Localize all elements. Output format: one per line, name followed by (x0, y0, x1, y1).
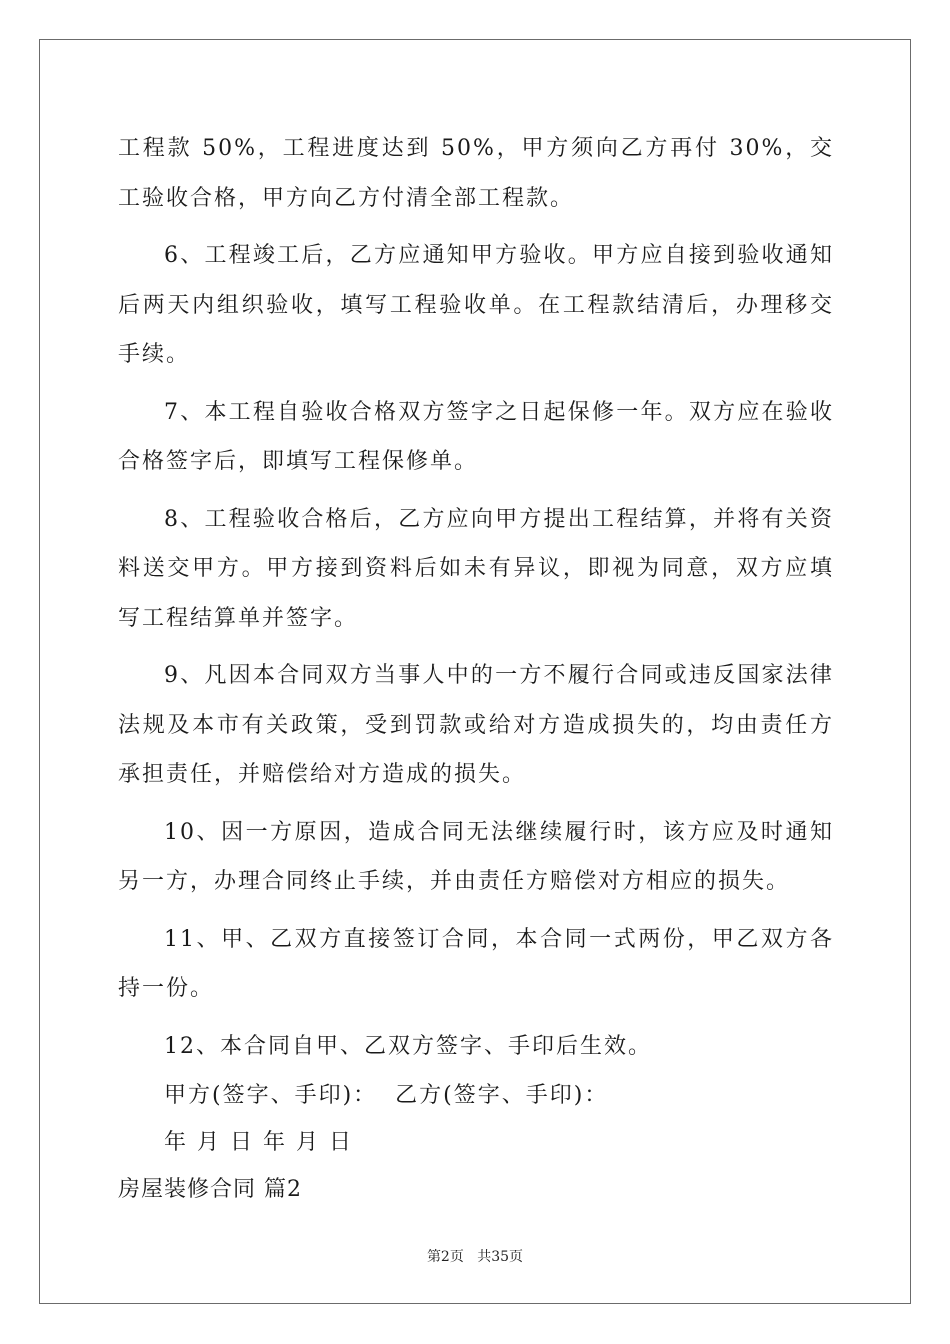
paragraph-payment-terms: 工程款 50%，工程进度达到 50%，甲方须向乙方再付 30%，交工验收合格，甲方向乙方付清全部工程款。 (118, 136, 834, 211)
document-body (118, 124, 834, 1214)
paragraph-clause-12: 12、本合同自甲、乙双方签字、手印后生效。 (164, 1033, 652, 1059)
paragraph-clause-7: 7、本工程自验收合格双方签字之日起保修一年。双方应在验收合格签字后，即填写工程保修单。 (118, 399, 834, 474)
paragraph-clause-8: 8、工程验收合格后，乙方应向甲方提出工程结算，并将有关资料送交甲方。甲方接到资料后如未有异议，即视为同意，双方应填写工程结算单并签字。 (118, 506, 834, 631)
paragraph-clause-10: 10、因一方原因，造成合同无法继续履行时，该方应及时通知另一方，办理合同终止手续，并由责任方赔偿对方相应的损失。 (118, 819, 834, 894)
paragraph-clause-6: 6、工程竣工后，乙方应通知甲方验收。甲方应自接到验收通知后两天内组织验收，填写工程验收单。在工程款结清后，办理移交手续。 (118, 243, 834, 367)
section-heading: 房屋装修合同 篇2 (118, 1177, 302, 1202)
page-number-label: 第2页 (426, 1249, 464, 1265)
page-footer (0, 1246, 950, 1266)
date-line: 年 月 日 年 月 日 (164, 1130, 353, 1155)
signature-line: 甲方(签字、手印)： 乙方(签字、手印)： (164, 1083, 609, 1108)
paragraph-clause-11: 11、甲、乙双方直接签订合同，本合同一式两份，甲乙双方各持一份。 (118, 926, 834, 1001)
total-pages-label: 共35页 (477, 1249, 524, 1265)
paragraph-clause-9: 9、凡因本合同双方当事人中的一方不履行合同或违反国家法律法规及本市有关政策，受到罚款或给对方造成损失的，均由责任方承担责任，并赔偿给对方造成的损失。 (118, 663, 834, 787)
